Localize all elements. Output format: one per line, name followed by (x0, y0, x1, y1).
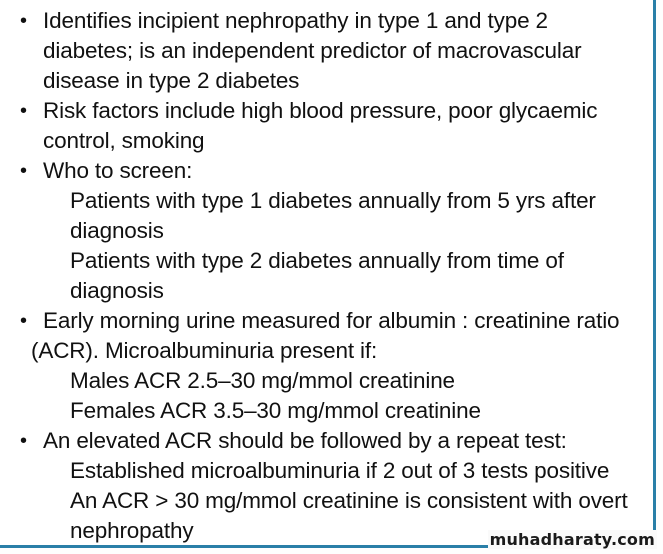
list-item-continuation: control, smoking (43, 128, 205, 153)
bullet-icon: • (20, 310, 27, 332)
watermark-text: muhadharaty.com (489, 530, 655, 549)
list-item (12, 6, 642, 36)
list-item-continuation: disease in type 2 diabetes (43, 68, 300, 93)
list-item-text: An elevated ACR should be followed by a repeat test: (43, 428, 567, 453)
bullet-icon: • (20, 100, 27, 122)
list-item-continuation: (ACR). Microalbuminuria present if: (31, 338, 378, 363)
list-item (12, 96, 642, 126)
list-item (12, 306, 642, 336)
sub-item: Patients with type 2 diabetes annually from time of (70, 248, 564, 273)
bullet-list (12, 6, 642, 546)
list-item-text: Who to screen: (43, 158, 193, 183)
sub-item-continuation: nephropathy (70, 518, 194, 543)
sub-item: Males ACR 2.5–30 mg/mmol creatinine (70, 368, 455, 393)
sub-item-continuation: diagnosis (70, 218, 164, 243)
list-item (12, 156, 642, 186)
sub-item-continuation: diagnosis (70, 278, 164, 303)
sub-item: Females ACR 3.5–30 mg/mmol creatinine (70, 398, 481, 423)
bullet-icon: • (20, 160, 27, 182)
list-item-continuation: diabetes; is an independent predictor of macrovascular (43, 38, 582, 63)
list-item-text: Identifies incipient nephropathy in type 1 and type 2 (43, 8, 548, 33)
bullet-icon: • (20, 430, 27, 452)
list-item (12, 426, 642, 456)
bullet-icon: • (20, 10, 27, 32)
list-item-text: Early morning urine measured for albumin : creatinine ratio (43, 308, 620, 333)
sub-item: An ACR > 30 mg/mmol creatinine is consistent with overt (70, 488, 628, 513)
list-item-text: Risk factors include high blood pressure, poor glycaemic (43, 98, 598, 123)
sub-item: Patients with type 1 diabetes annually from 5 yrs after (70, 188, 596, 213)
sub-item: Established microalbuminuria if 2 out of 3 tests positive (70, 458, 610, 483)
